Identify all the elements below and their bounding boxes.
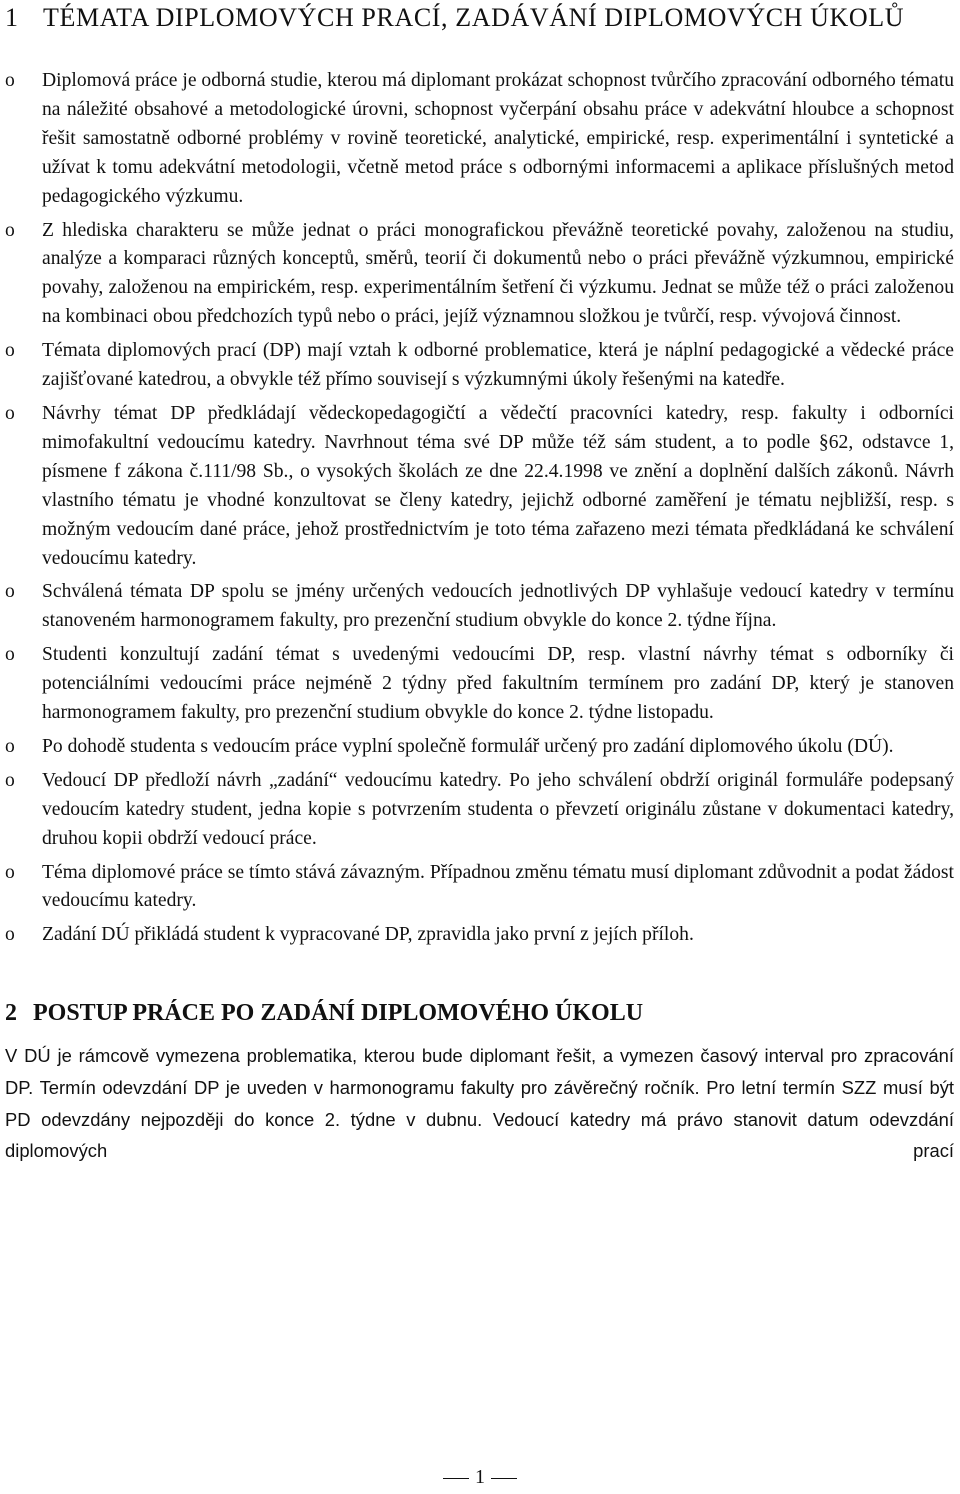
bullet-marker: o — [5, 219, 15, 241]
bullet-marker: o — [5, 769, 15, 791]
bullet-marker: o — [5, 70, 15, 91]
list-item-text: Studenti konzultují zadání témat s uvedenými vedoucími DP, resp. vlastní návrhy témat s odborníky či potenciálními vedoucími práce nejméně 2 týdny před fakultním termínem pro zadání DP, který je stanoven harmonogramem fakulty, pro prezenční studium obvykle do konce 2. týdne listopadu. — [42, 644, 954, 724]
bullet-marker: o — [5, 924, 15, 946]
section-2-heading — [5, 998, 954, 1028]
section-1-bullet-list — [5, 67, 954, 950]
list-item-text: Témata diplomových prací (DP) mají vztah k odborné problematice, která je náplní pedagogické a vědecké práce zajišťované katedrou, a obvykle též přímo souvisejí s výzkumnými úkoly řešenými na katedře. — [42, 340, 954, 391]
bullet-marker: o — [5, 581, 15, 603]
bullet-marker: o — [5, 340, 15, 362]
list-item-text: Vedoucí DP předloží návrh „zadání“ vedoucímu katedry. Po jeho schválení obdrží originál formuláře podepsaný vedoucím katedry student, jedna kopie s potvrzením studenta o převzetí originálu zůstane v dokumentaci katedry, druhou kopii obdrží vedoucí práce. — [42, 769, 954, 849]
list-item — [5, 217, 954, 333]
list-item — [5, 578, 954, 636]
bullet-marker: o — [5, 402, 15, 424]
page-footer — [0, 1466, 960, 1489]
section-1-title: TÉMATA DIPLOMOVÝCH PRACÍ, ZADÁVÁNÍ DIPLOMOVÝCH ÚKOLŮ — [43, 3, 905, 32]
list-item-text: Téma diplomové práce se tímto stává závazným. Případnou změnu tématu musí diplomant zdůvodnit a podat žádost vedoucímu katedry. — [42, 861, 954, 912]
section-2-number: 2 — [5, 1000, 17, 1027]
bullet-marker: o — [5, 861, 15, 883]
section-2-title: POSTUP PRÁCE PO ZADÁNÍ DIPLOMOVÉHO ÚKOLU — [33, 1000, 644, 1027]
list-item — [5, 67, 954, 212]
list-item — [5, 400, 954, 573]
section-1-number: 1 — [5, 3, 19, 32]
list-item-text: Z hlediska charakteru se může jednat o práci monografickou převážně teoretické povahy, založenou na studiu, analýze a komparaci různých konceptů, směrů, teorií či dokumentů nebo o práci převážně výzkumnou, empirické povahy, založenou na empirickém, resp. experimentálním šetření či výzkumu. Jednat se může též o práci založenou na kombinaci obou předchozích typů nebo o práci, jejíž významnou složkou je tvůrčí, resp. vývojová činnost. — [42, 219, 954, 328]
bullet-marker: o — [5, 644, 15, 666]
section-1-heading — [5, 3, 954, 33]
bullet-marker: o — [5, 735, 15, 757]
list-item — [5, 337, 954, 395]
list-item-text: Zadání DÚ přikládá student k vypracované DP, zpravidla jako první z jejích příloh. — [42, 924, 694, 946]
list-item — [5, 859, 954, 917]
footer-dash-left — [443, 1478, 469, 1479]
list-item-text: Schválená témata DP spolu se jmény určených vedoucích jednotlivých DP vyhlašuje vedoucí katedry v termínu stanoveném harmonogramem fakulty, pro prezenční studium obvykle do konce 2. týdne října. — [42, 581, 954, 632]
list-item-text: Po dohodě studenta s vedoucím práce vyplní společně formulář určený pro zadání diplomového úkolu (DÚ). — [42, 735, 894, 757]
list-item — [5, 921, 954, 950]
list-item — [5, 641, 954, 728]
section-2-paragraph: V DÚ je rámcově vymezena problematika, kterou bude diplomant řešit, a vymezen časový interval pro zpracování DP. Termín odevzdání DP je uveden v harmonogramu fakulty pro závěrečný ročník. Pro letní termín SZZ musí být PD odevzdány nejpozději do konce 2. týdne v dubnu. Vedoucí katedry má právo stanovit datum odevzdání diplomových prací — [5, 1045, 954, 1162]
list-item-text: Diplomová práce je odborná studie, kterou má diplomant prokázat schopnost tvůrčího zpracování odborného tématu na náležité obsahové a metodologické úrovni, schopnost vyčerpání obsahu práce v adekvátní hloubce a schopnost řešit samostatně odborné problémy v rovině teoretické, analytické, empirické, resp. experimentální i syntetické a užívat k tomu adekvátní metodologii, včetně metod práce s odbornými informacemi a aplikace příslušných metod pedagogického výzkumu. — [42, 70, 954, 207]
footer-dash-right — [491, 1478, 517, 1479]
list-item — [5, 767, 954, 854]
page-number: 1 — [475, 1466, 485, 1488]
list-item — [5, 733, 954, 762]
list-item-text: Návrhy témat DP předkládají vědeckopedagogičtí a vědečtí pracovníci katedry, resp. fakulty i odborníci mimofakultní vedoucímu katedry. Navrhnout téma své DP může též sám student, a to podle §62, odstavce 1, písmene f zákona č.111/98 Sb., o vysokých školách ze dne 22.4.1998 ve znění a doplnění dalších zákonů. Návrh vlastního tématu je vhodné konzultovat se členy katedry, jejichž odborné zaměření je tématu nejbližší, resp. s možným vedoucím dané práce, jehož prostřednictvím je toto téma zařazeno mezi témata předkládaná ke schválení vedoucímu katedry. — [42, 402, 954, 569]
